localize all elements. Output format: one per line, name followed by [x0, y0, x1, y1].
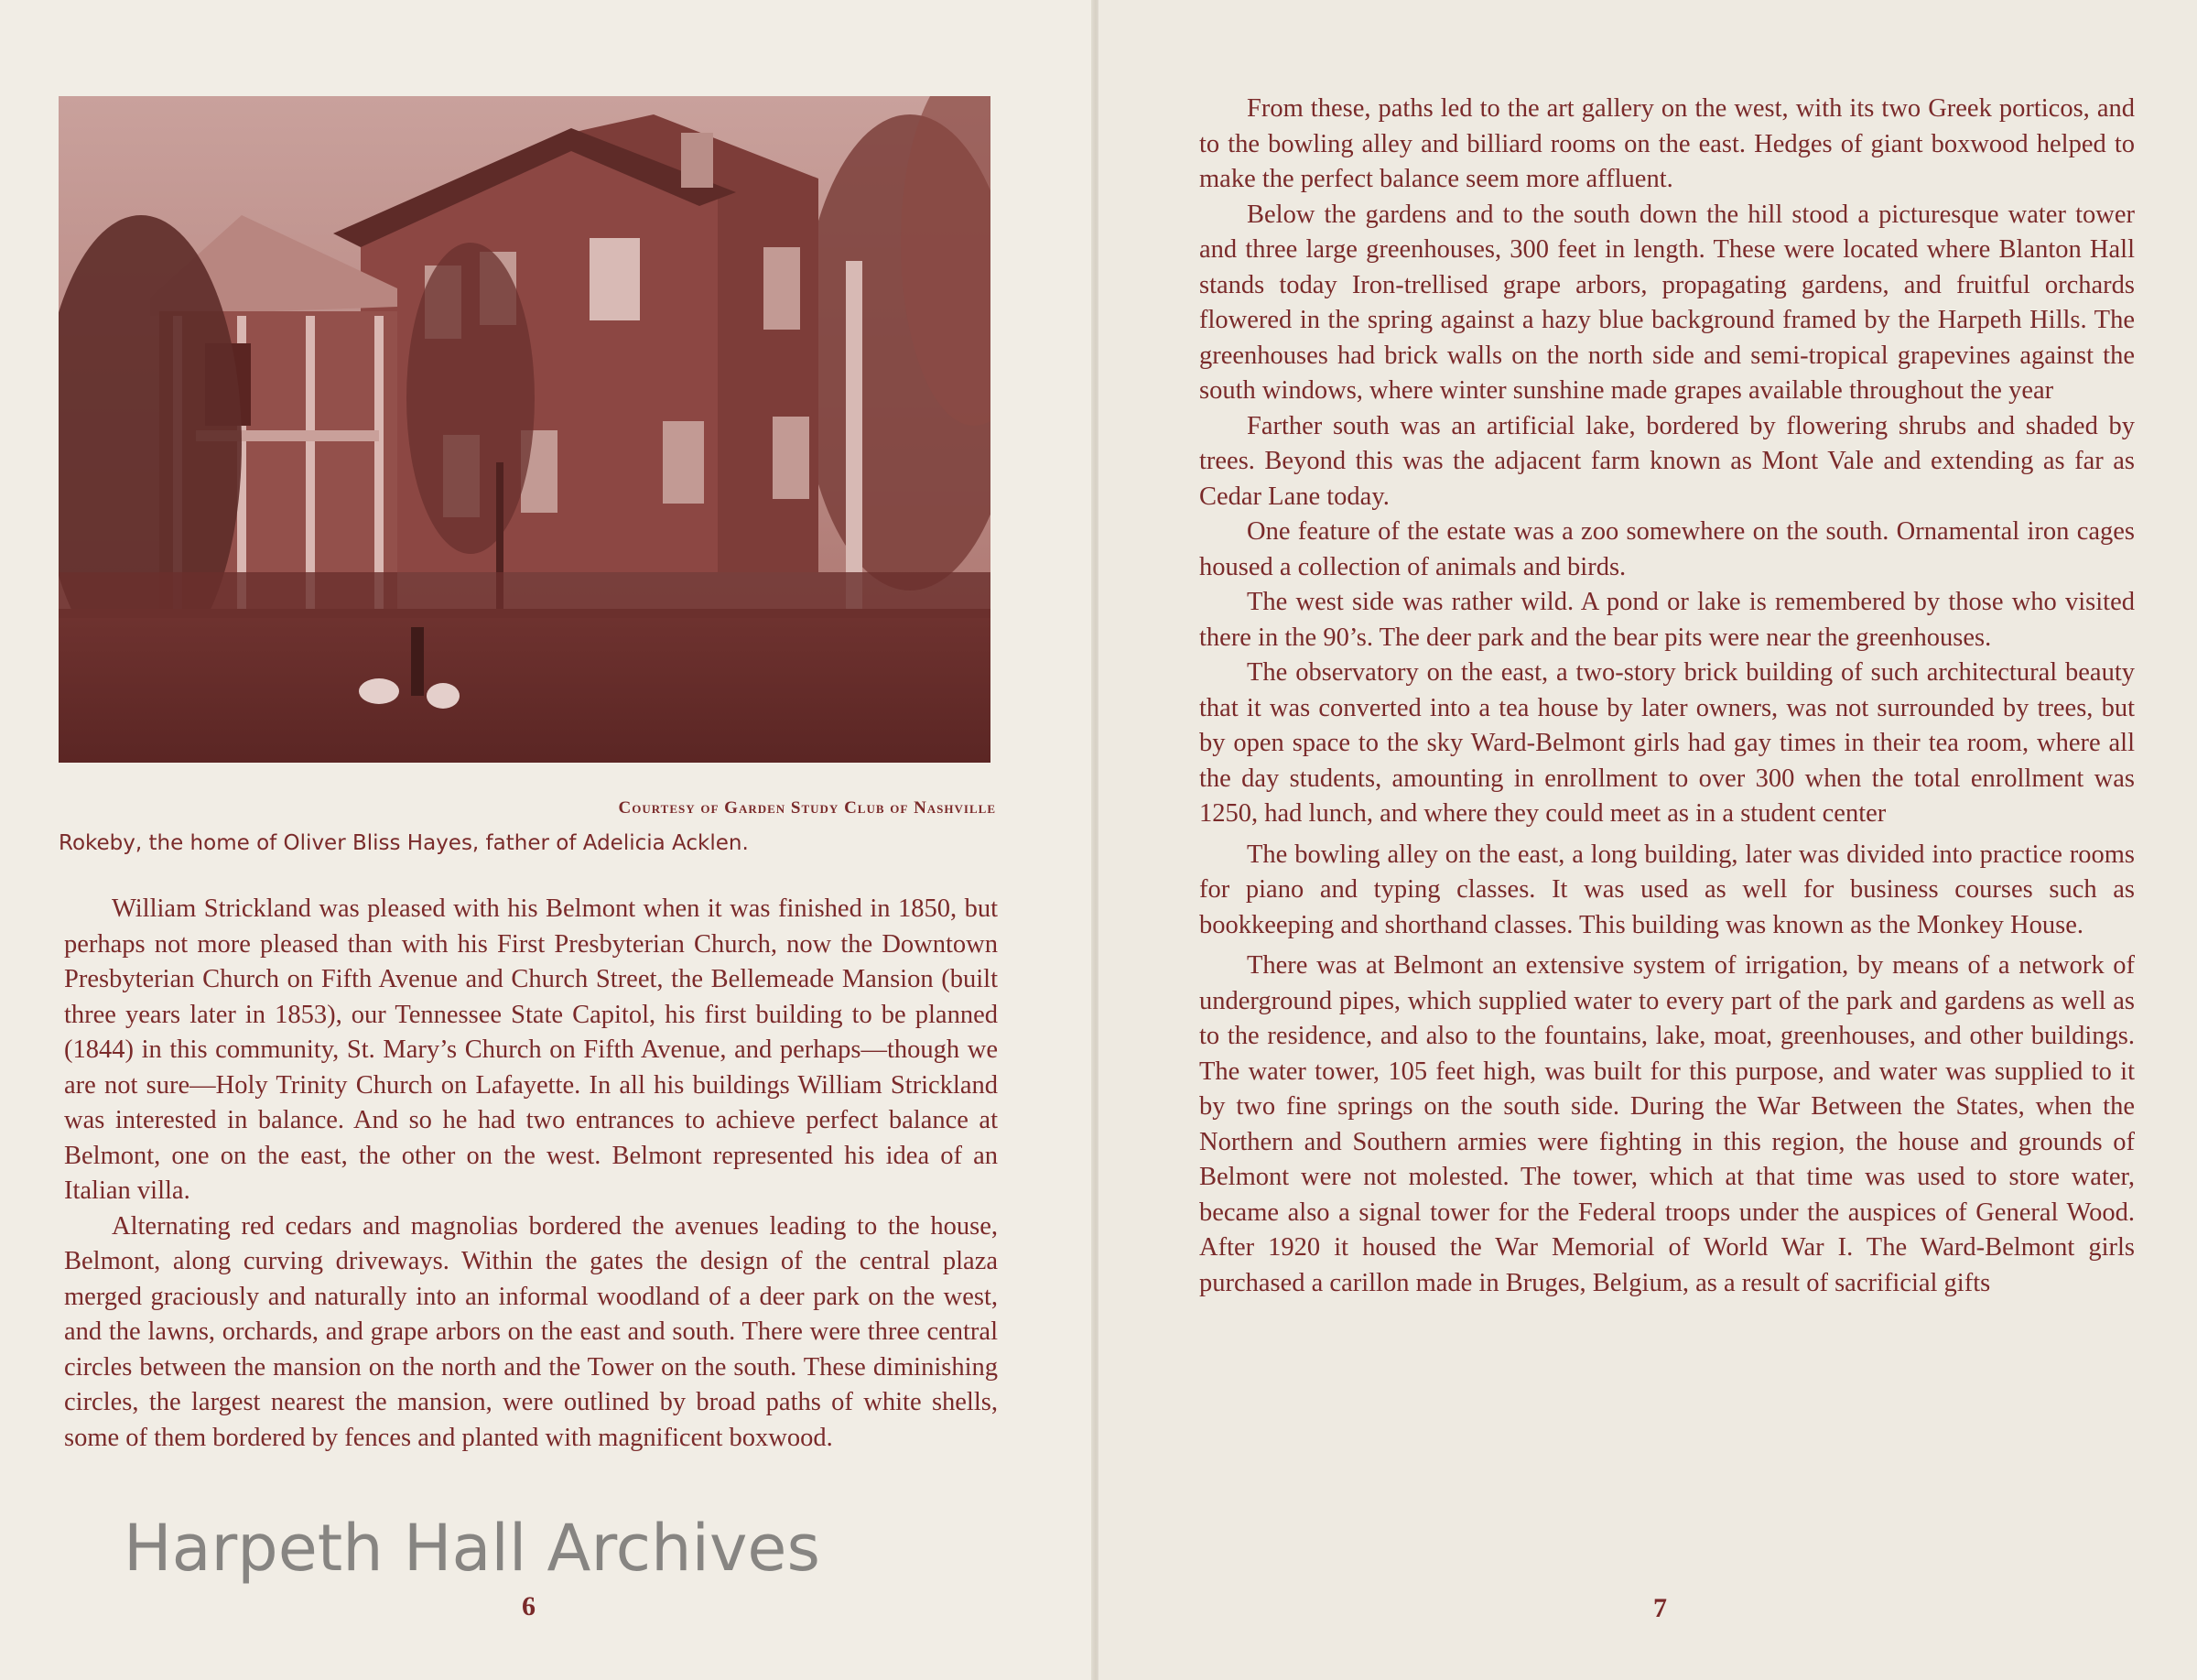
paragraph: The bowling alley on the east, a long building, later was divided into practice rooms for piano and typing classes. It was used as well for business courses such as bookkeeping and shorthand classes. This building was known as the Monkey House.	[1199, 840, 2135, 939]
paragraph: Below the gardens and to the south down the hill stood a picturesque water tower and three large greenhouses, 300 feet in length. These were located where Blanton Hall stands today Iron-trellised grape arbors, propagating gardens, and fruitful orchards flowered in the spring against a hazy blue background framed by the Harpeth Hills. The greenhouses had brick walls on the north side and semi-tropical grapevines against the south windows, where winter sunshine made grapes available throughout the year	[1199, 200, 2135, 405]
paragraph: William Strickland was pleased with his Belmont when it was finished in 1850, but perhaps not more pleased than with his First Presbyterian Church, now the Downtown Presbyterian Church on Fifth Avenue and Church Street, the Bellemeade Mansion (built three years later in 1853), our Tennessee State Capitol, his first building to be planned (1844) in this community, St. Mary’s Church on Fifth Avenue, and perhaps—though we are not sure—Holy Trinity Church on Lafayette. In all his buildings William Strickland was interested in balance. And so he had two entrances to achieve perfect balance at Belmont, one on the east, the other on the west. Belmont represented his idea of an Italian villa.	[64, 894, 998, 1205]
left-page	[0, 0, 1095, 1680]
rokeby-photo	[59, 96, 990, 763]
paragraph: The west side was rather wild. A pond or lake is remembered by those who visited there in the 90’s. The deer park and the bear pits were near the greenhouses.	[1199, 588, 2135, 652]
page-number-right: 7	[1653, 1593, 1667, 1623]
photo-caption: Rokeby, the home of Oliver Bliss Hayes, father of Adelicia Acklen.	[59, 831, 749, 855]
page-number-left: 6	[522, 1591, 536, 1621]
photo-credit: Courtesy of Garden Study Club of Nashville	[618, 798, 996, 818]
house-illustration	[59, 96, 990, 763]
right-page	[1098, 0, 2197, 1680]
paragraph: Alternating red cedars and magnolias bordered the avenues leading to the house, Belmont, along curving driveways. Within the gates the design of the central plaza merged graciously and naturally into an informal woodland of a deer park on the west, and the lawns, orchards, and grape arbors on the east and south. There were three central circles between the mansion on the north and the Tower on the south. These diminishing circles, the largest nearest the mansion, were outlined by broad paths of white shells, some of them bordered by fences and planted with magnificent boxwood.	[64, 1211, 998, 1452]
left-body-text	[64, 892, 998, 1456]
paragraph: The observatory on the east, a two-story brick building of such architectural beauty that it was converted into a tea house by later owners, was not surrounded by trees, but by open space to the sky Ward-Belmont girls had gay times in their tea room, where all the day students, amounting in enrollment to over 300 when the total enrollment was 1250, had lunch, and where they could meet as in a student center	[1199, 658, 2135, 828]
paragraph: One feature of the estate was a zoo somewhere on the south. Ornamental iron cages housed a collection of animals and birds.	[1199, 517, 2135, 581]
paragraph: There was at Belmont an extensive system of irrigation, by means of a network of underground pipes, which supplied water to every part of the park and gardens as well as to the residence, and also to the fountains, lake, moat, greenhouses, and other buildings. The water tower, 105 feet high, was built for this purpose, and water was supplied to it by two fine springs on the south side. During the War Between the States, when the Northern and Southern armies were fighting in this region, the house and grounds of Belmont were not molested. The tower, which at that time was used to store water, became also a signal tower for the Federal troops under the auspices of General Wood. After 1920 it housed the War Memorial of World War I. The Ward-Belmont girls purchased a carillon made in Bruges, Belgium, as a result of sacrificial gifts	[1199, 951, 2135, 1297]
paragraph: From these, paths led to the art gallery on the west, with its two Greek porticos, and to the bowling alley and billiard rooms on the east. Hedges of giant boxwood helped to make the perfect balance seem more affluent.	[1199, 94, 2135, 193]
paragraph: Farther south was an artificial lake, bordered by flowering shrubs and shaded by trees. Beyond this was the adjacent farm known as Mont Vale and extending as far as Cedar Lane today.	[1199, 411, 2135, 511]
archive-watermark: Harpeth Hall Archives	[124, 1511, 820, 1586]
right-body-text	[1199, 92, 2135, 1301]
